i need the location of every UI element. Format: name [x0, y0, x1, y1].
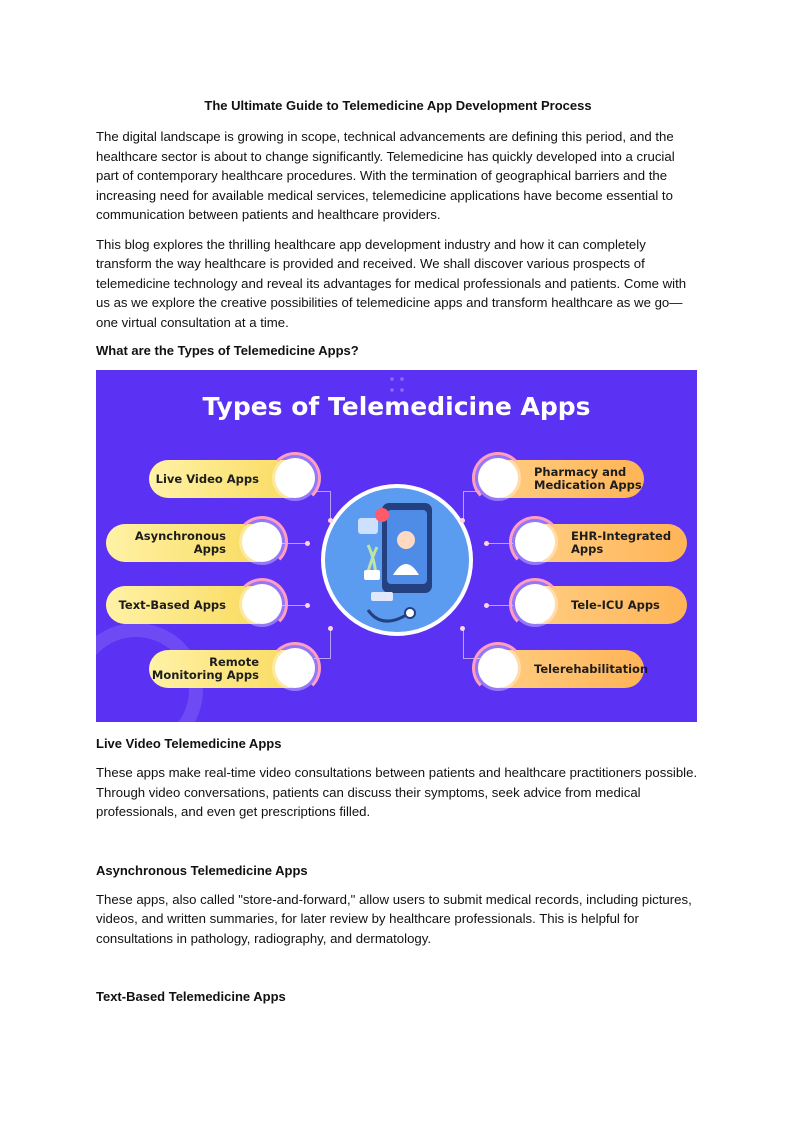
- dots-decoration: [390, 377, 404, 392]
- pill-label: Pharmacy and Medication Apps: [534, 465, 642, 492]
- types-heading: What are the Types of Telemedicine Apps?: [96, 343, 359, 358]
- connector-dot: [484, 541, 489, 546]
- section-body: These apps make real-time video consultations between patients and healthcare practitioners possible. Through video conversations, patients can discuss their symptoms, seek advice from medical professionals, and even get prescriptions filled.: [96, 765, 698, 819]
- section-heading: Text-Based Telemedicine Apps: [96, 989, 286, 1004]
- pill-label: Asynchronous Apps: [134, 529, 226, 556]
- pill-knob-icon: [242, 522, 282, 562]
- connector-dot: [484, 603, 489, 608]
- connector-dot: [305, 541, 310, 546]
- pill-knob-icon: [515, 584, 555, 624]
- document-content: [96, 97, 700, 1016]
- connector-dot: [460, 518, 465, 523]
- type-telerehabilitation: [484, 650, 649, 688]
- type-asynchronous-apps: [106, 524, 276, 562]
- telemedicine-types-infographic: [96, 370, 697, 722]
- section-heading: Live Video Telemedicine Apps: [96, 736, 282, 751]
- connector-dot: [460, 626, 465, 631]
- type-ehr-integrated-apps: [521, 524, 687, 562]
- pill-knob-icon: [275, 458, 315, 498]
- pill-label: EHR-Integrated Apps: [571, 529, 672, 556]
- chart-card-icon: [358, 518, 378, 534]
- section-heading: Asynchronous Telemedicine Apps: [96, 862, 308, 878]
- pills-icon: [371, 592, 393, 601]
- pill-knob-icon: [242, 584, 282, 624]
- connector-dot: [328, 626, 333, 631]
- section-body: These apps, also called "store-and-forward," allow users to submit medical records, including pictures, videos, and written summaries, for later review by healthcare professionals. This is helpful for consultations in pathology, radiography, and dermatology.: [96, 891, 692, 946]
- type-live-video-apps: [149, 460, 309, 498]
- pill-label: Text-Based Apps: [118, 597, 226, 612]
- doctor-icon: [397, 531, 415, 549]
- connector-dot: [328, 518, 333, 523]
- type-tele-icu-apps: [521, 586, 687, 624]
- page-title: The Ultimate Guide to Telemedicine App Development Process: [204, 98, 592, 113]
- intro-paragraph: This blog explores the thrilling healthcare app development industry and how it can completely transform the way healthcare is provided and received. We shall discover various prospects of telemedicine technology and reveal its advantages for medical professionals and patients. Come with us as we explore the creative possibilities of telemedicine apps and transform healthcare as we go—one virtual consultation at a time.: [96, 236, 687, 330]
- intro-paragraph: The digital landscape is growing in scope, technical advancements are defining this period, and the healthcare sector is about to change significantly. Telemedicine has quickly developed into a crucial part of contemporary healthcare procedures. With the termination of geographical barriers and the increasing need for available medical services, telemedicine applications have become essential to communication between patients and healthcare providers.: [96, 129, 675, 222]
- pill-label: Live Video Apps: [155, 471, 259, 486]
- connector-dot: [305, 603, 310, 608]
- pill-label: Tele-ICU Apps: [571, 597, 660, 612]
- pill-knob-icon: [515, 522, 555, 562]
- medical-cross-icon: [375, 508, 389, 522]
- pill-label: Remote Monitoring Apps: [151, 655, 259, 682]
- pill-knob-icon: [275, 648, 315, 688]
- infographic-title: Types of Telemedicine Apps: [202, 392, 591, 421]
- pill-label: Telerehabilitation: [534, 661, 649, 676]
- type-pharmacy-medication-apps: [484, 460, 644, 498]
- type-text-based-apps: [106, 586, 276, 624]
- type-remote-monitoring-apps: [149, 650, 309, 688]
- pill-knob-icon: [478, 648, 518, 688]
- connector-line: [463, 491, 480, 522]
- pill-knob-icon: [478, 458, 518, 498]
